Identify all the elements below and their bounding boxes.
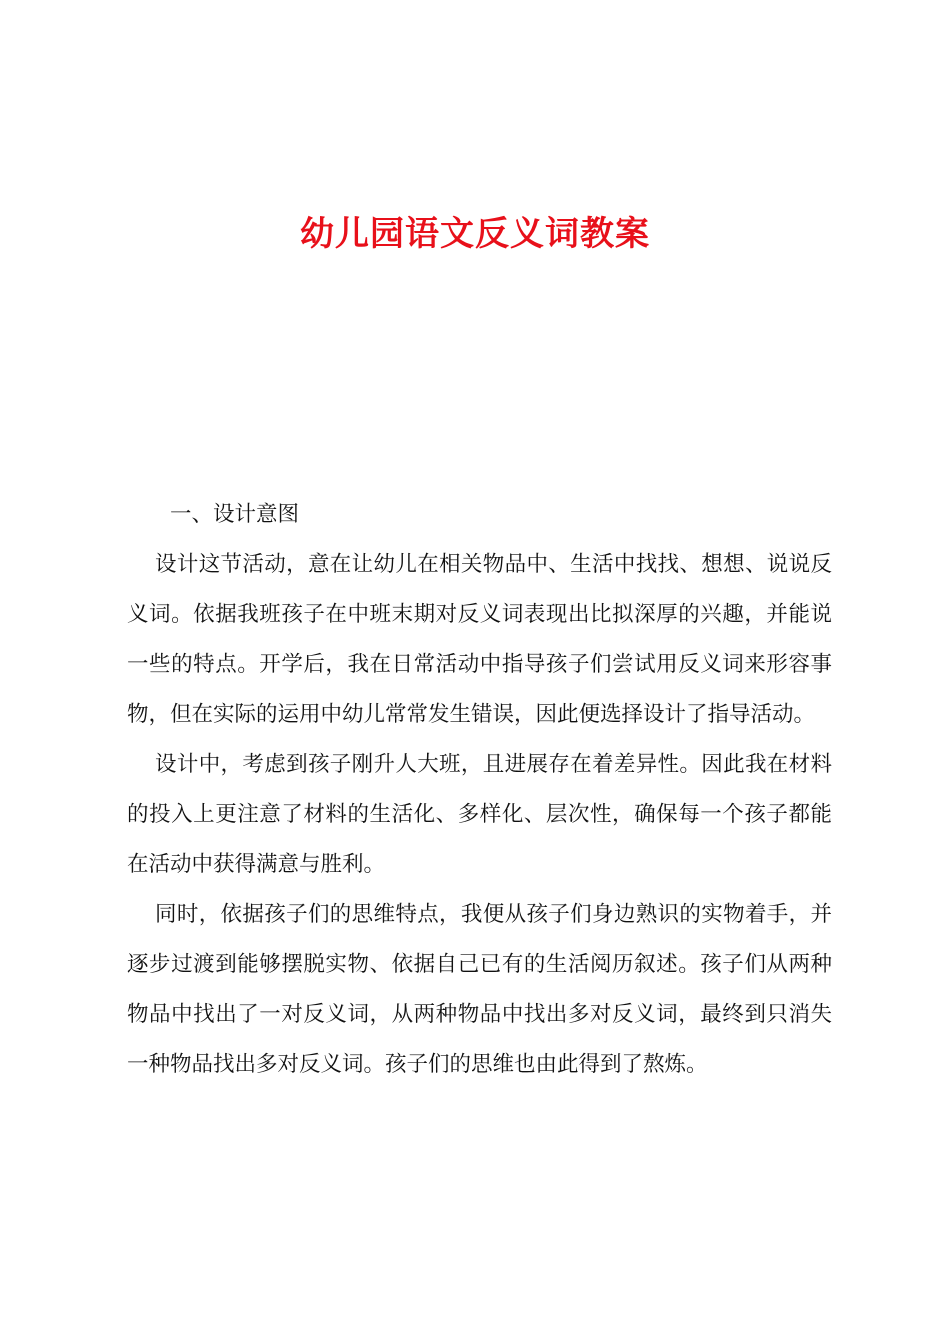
paragraph-1: 设计这节活动，意在让幼儿在相关物品中、生活中找找、想想、说说反义词。依据我班孩子在中班末期对反义词表现出比拟深厚的兴趣，并能说一些的特点。开学后，我在日常活动中指导孩子们尝试用反义词来形容事物，但在实际的运用中幼儿常常发生错误，因此便选择设计了指导活动。 (127, 552, 832, 727)
section-heading: 一、设计意图 (170, 502, 300, 527)
document-body (127, 490, 832, 1090)
document-title: 幼儿园语文反义词教案 (300, 214, 650, 254)
paragraph-2: 设计中，考虑到孩子刚升人大班，且进展存在着差异性。因此我在材料的投入上更注意了材料的生活化、多样化、层次性，确保每一个孩子都能在活动中获得满意与胜利。 (127, 752, 832, 877)
paragraph-3: 同时，依据孩子们的思维特点，我便从孩子们身边熟识的实物着手，并逐步过渡到能够摆脱实物、依据自己已有的生活阅历叙述。孩子们从两种物品中找出了一对反义词，从两种物品中找出多对反义词，最终到只消失一种物品找出多对反义词。孩子们的思维也由此得到了熬炼。 (127, 902, 832, 1077)
